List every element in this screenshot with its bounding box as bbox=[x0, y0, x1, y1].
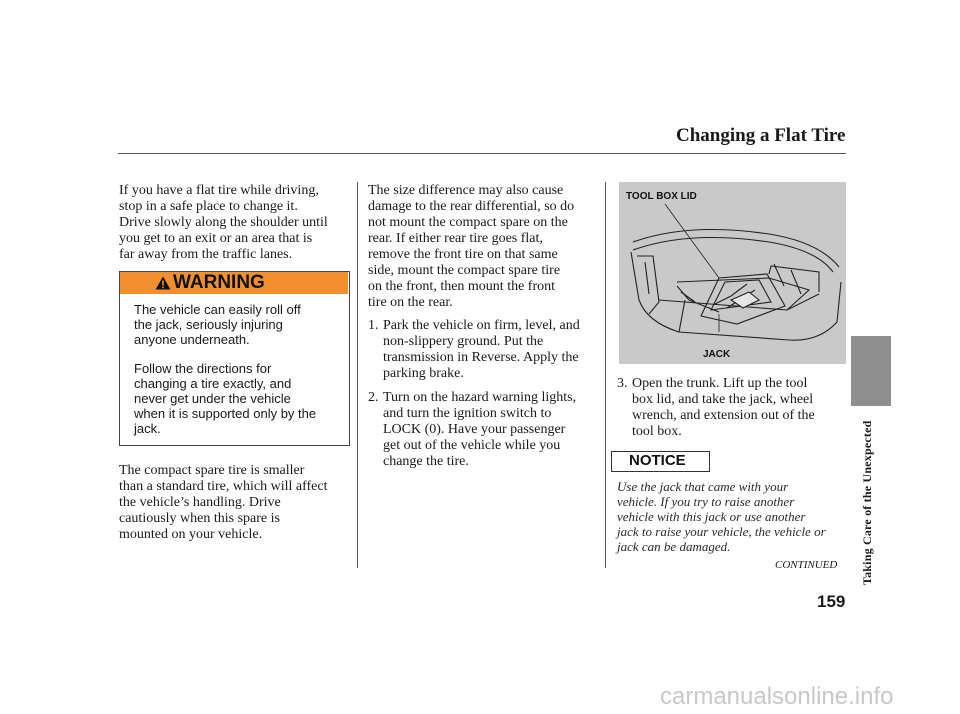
watermark: carmanualsonline.info bbox=[660, 683, 894, 710]
section-label-text: Taking Care of the Unexpected bbox=[860, 420, 874, 585]
text-line: non-slippery ground. Put the bbox=[383, 334, 544, 349]
text-line: never get under the vehicle bbox=[134, 391, 291, 406]
column-divider-left bbox=[357, 182, 358, 568]
jack-label: JACK bbox=[703, 349, 731, 360]
text-line: far away from the traffic lanes. bbox=[119, 247, 293, 262]
text-line: vehicle with this jack or use another bbox=[617, 509, 806, 524]
text-line: If you have a flat tire while driving, bbox=[119, 183, 319, 198]
step-number: 2. bbox=[368, 390, 379, 405]
trunk-jack-illustration bbox=[619, 182, 846, 364]
text-line: than a standard tire, which will affect bbox=[119, 479, 328, 494]
step-number: 3. bbox=[617, 376, 628, 391]
trunk-drawing-icon bbox=[619, 182, 846, 364]
text-line: Turn on the hazard warning lights, bbox=[383, 390, 577, 405]
warning-label: WARNING bbox=[173, 272, 265, 293]
warning-paragraph-1 bbox=[134, 302, 301, 347]
column-divider-right bbox=[605, 182, 606, 568]
step-number: 1. bbox=[368, 318, 379, 333]
text-line: transmission in Reverse. Apply the bbox=[383, 350, 579, 365]
header-rule bbox=[118, 153, 846, 154]
continued-label: CONTINUED bbox=[775, 559, 838, 571]
text-line: jack can be damaged. bbox=[617, 539, 731, 554]
text-line: change the tire. bbox=[383, 454, 469, 469]
text-line: and turn the ignition switch to bbox=[383, 406, 552, 421]
text-line: Open the trunk. Lift up the tool bbox=[632, 376, 808, 391]
text-line: when it is supported only by the bbox=[134, 406, 317, 421]
text-line: get out of the vehicle while you bbox=[383, 438, 561, 453]
page-number: 159 bbox=[817, 592, 846, 611]
warning-triangle-icon bbox=[155, 276, 171, 290]
column1-spare-note bbox=[119, 463, 328, 543]
page-title: Changing a Flat Tire bbox=[676, 125, 846, 146]
section-label bbox=[860, 420, 874, 585]
notice-text bbox=[617, 479, 826, 554]
text-line: Drive slowly along the shoulder until bbox=[119, 215, 328, 230]
text-line: LOCK (0). Have your passenger bbox=[383, 422, 566, 437]
column2-intro bbox=[368, 183, 574, 311]
text-line: Use the jack that came with your bbox=[617, 479, 789, 494]
text-line: damage to the rear differential, so do bbox=[368, 199, 575, 214]
text-line: anyone underneath. bbox=[134, 332, 250, 347]
text-line: box lid, and take the jack, wheel bbox=[632, 392, 814, 407]
text-line: jack. bbox=[134, 421, 161, 436]
text-line: the jack, seriously injuring bbox=[134, 317, 283, 332]
text-line: the vehicle’s handling. Drive bbox=[119, 495, 281, 510]
text-line: vehicle. If you try to raise another bbox=[617, 494, 795, 509]
text-line: mounted on your vehicle. bbox=[119, 527, 263, 542]
toolbox-lid-label: TOOL BOX LID bbox=[626, 191, 697, 202]
warning-paragraph-2 bbox=[134, 361, 316, 436]
text-line: side, mount the compact spare tire bbox=[368, 263, 561, 278]
text-line: remove the front tire on that same bbox=[368, 247, 558, 262]
text-line: jack to raise your vehicle, the vehicle or bbox=[617, 524, 826, 539]
text-line: The vehicle can easily roll off bbox=[134, 302, 301, 317]
text-line: changing a tire exactly, and bbox=[134, 376, 292, 391]
text-line: tool box. bbox=[632, 424, 682, 439]
text-line: on the front, then mount the front bbox=[368, 279, 556, 294]
text-line: cautiously when this spare is bbox=[119, 511, 280, 526]
text-line: wrench, and extension out of the bbox=[632, 408, 815, 423]
text-line: rear. If either rear tire goes flat, bbox=[368, 231, 543, 246]
column1-intro bbox=[119, 183, 328, 263]
text-line: parking brake. bbox=[383, 366, 464, 381]
text-line: stop in a safe place to change it. bbox=[119, 199, 298, 214]
text-line: The size difference may also cause bbox=[368, 183, 564, 198]
text-line: tire on the rear. bbox=[368, 295, 453, 310]
section-tab bbox=[851, 336, 891, 406]
text-line: Follow the directions for bbox=[134, 361, 272, 376]
text-line: The compact spare tire is smaller bbox=[119, 463, 305, 478]
text-line: not mount the compact spare on the bbox=[368, 215, 568, 230]
text-line: you get to an exit or an area that is bbox=[119, 231, 313, 246]
notice-label: NOTICE bbox=[629, 452, 686, 469]
text-line: Park the vehicle on firm, level, and bbox=[383, 318, 580, 333]
